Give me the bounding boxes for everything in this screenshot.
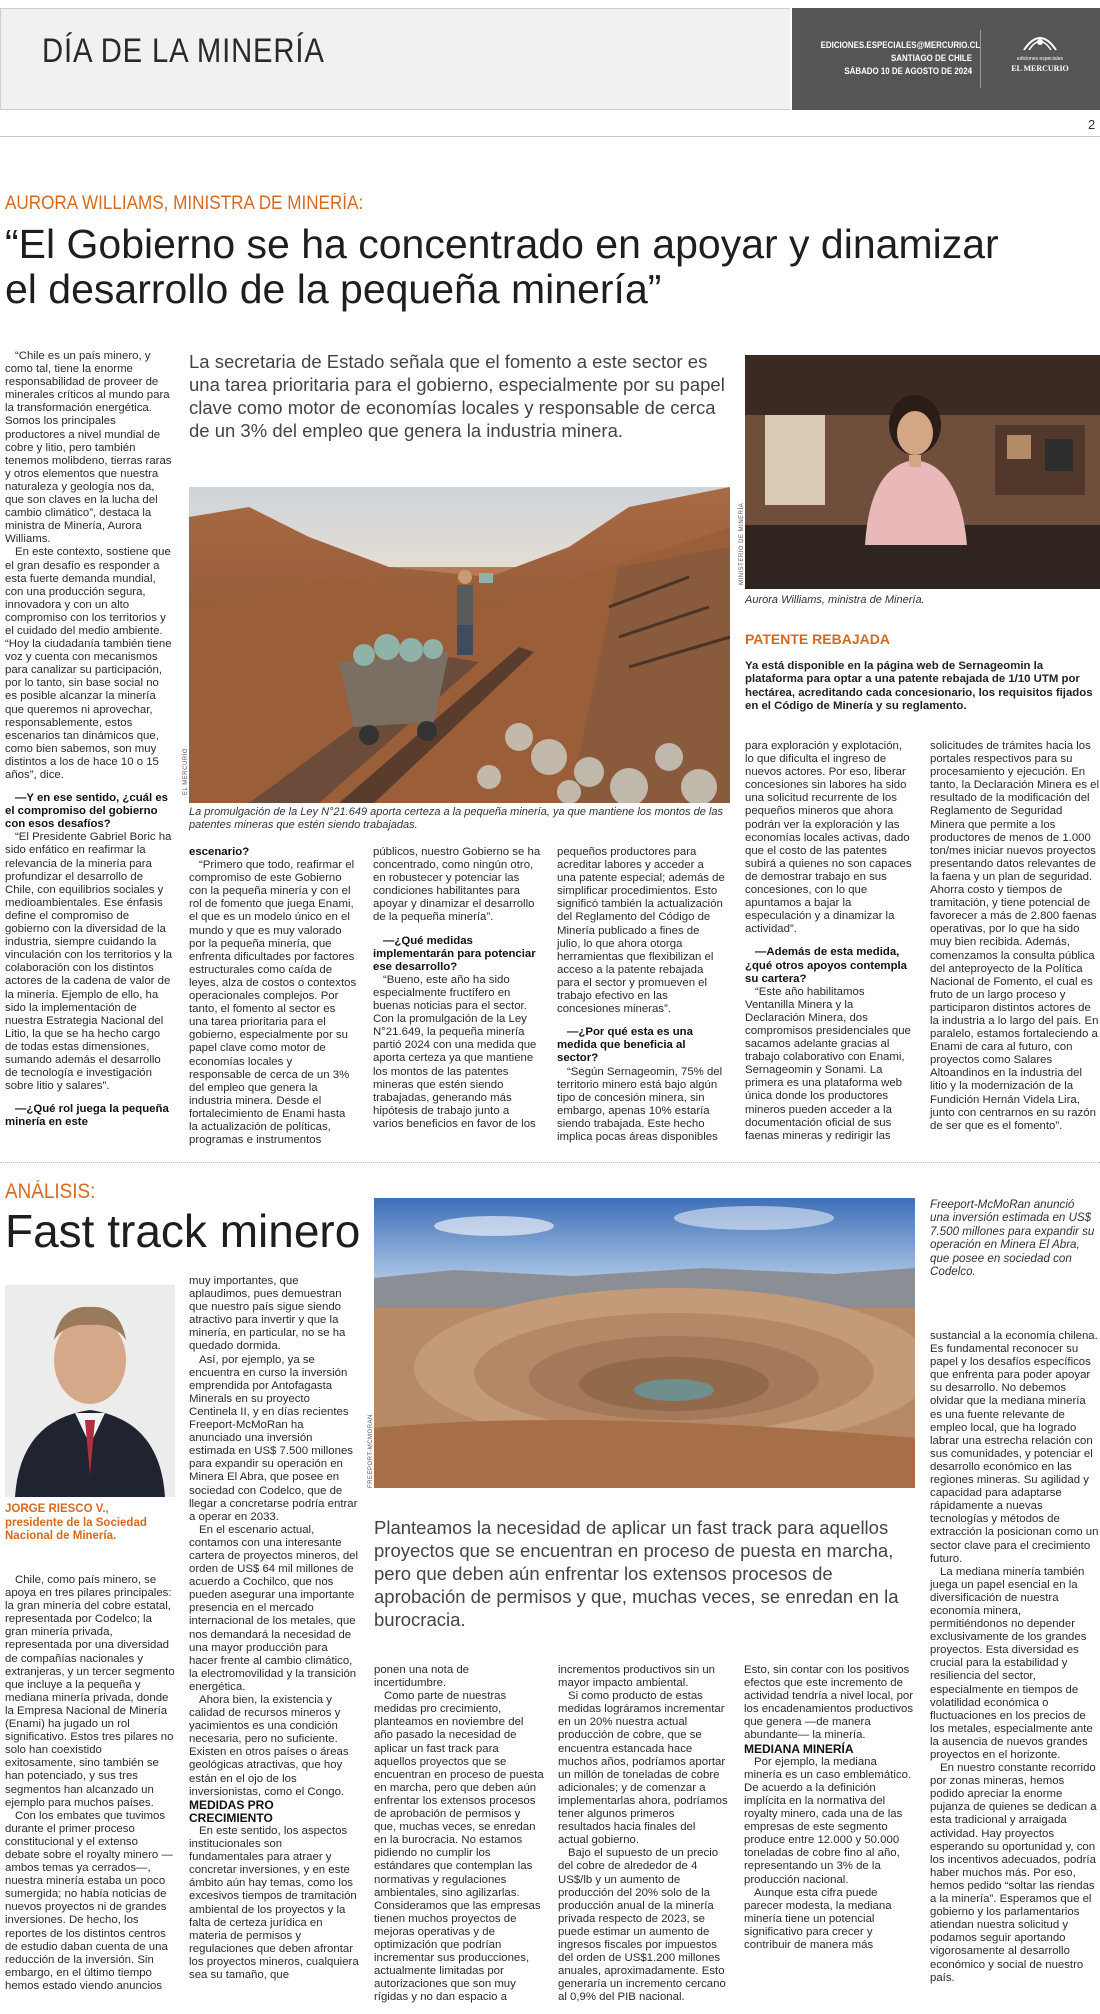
article2-headline: Fast track minero (5, 1205, 361, 1257)
article2-col6-p1: sustancial a la economía chilena. Es fundamental reconocer su papel y los desafíos específicos que enfrenta para poder apoyar su desarrollo. No debemos olvidar que la mediana minería es una fuente relevante de empleo local, que ha logrado labrar una estrecha relación con sus comunidades, y potenciar el desarrollo económico en las regiones mineras. Su agilidad y capacidad para adaptarse rápidamente a nuevas tecnologías y métodos de extracción la posicionan como un sector clave para el crecimiento futuro. (930, 1330, 1099, 1565)
article2-col4 (558, 1664, 728, 2004)
header-email[interactable]: EDICIONES.ESPECIALES@MERCURIO.CL (820, 40, 981, 50)
article2-col6 (930, 1330, 1100, 1985)
patente-rebajada-text: Ya está disponible en la página web de Sernageomin la plataforma para optar a una patente rebajada de 1/10 UTM por hectárea, acreditando cada concesionario, los requisitos fijados en el Código de Minería y su reglamento. (745, 660, 1093, 712)
author-photo-illustration (5, 1285, 175, 1497)
article2-col1-p1: Chile, como país minero, se apoya en tres pilares principales: la gran minería del cobre estatal, representada por Codelco; la gran minería privada, representada por una diversidad de compañías nacionales y extranjeras, y un tercer segmento que incluye a la pequeña y mediana minería privada, donde la Empresa Nacional de Minería (Enami) ha jugado un rol significativo. Estos tres pilares no solo han coexistido exitosamente, sino también se han potenciado, y sus tres segmentos han alcanzado un ejemplo para muchos países. (5, 1574, 175, 1809)
article1-col5 (745, 740, 913, 1143)
open-pit-photo-caption: Freeport-McMoRan anunció una inversión estimada en US$ 7.500 millones para expandir su operación en Minera El Abra, que posee en sociedad con Codelco. (930, 1198, 1095, 1279)
author-name: JORGE RIESCO V., (5, 1503, 109, 1515)
article1-col2-p1: “Primero que todo, reafirmar el compromiso de este Gobierno con la pequeña minería y con el rol de fomento que juega Enami, el que es un modelo único en el mundo y que es muy valorado por la pequeña minería, que enfrenta dificultades por factores estructurales como caída de leyes, alza de costos o contextos operacionales complejos. Por tanto, el fomento al sector es una tarea prioritaria para el gobierno, especialmente por su papel clave como motor de economías locales y responsable de cerca de un 3% del empleo que genera la industria minera. Desde el fortalecimiento de Enami hasta la actualización de políticas, programas e instrumentos (189, 859, 357, 1147)
article2-col6-p3: En nuestro constante recorrido por zonas mineras, hemos podido apreciar la enorme pujanza de quienes se dedican a esta tradicional y arraigada actividad. Hay proyectos esperando su oportunidad y, con los incentivos adecuados, podría haber muchos más. Por eso, hemos pedido “soltar las riendas a la minería”. Esperamos que el gobierno y los parlamentarios atiendan nuestra solicitud y podamos seguir aportando vigorosamente al desarrollo económico y social de nuestro país. (930, 1762, 1097, 1984)
article2-col5-p3: Aunque esta cifra puede parecer modesta, la mediana minería tiene un potencial significativo para crecer y contribuir de manera más (744, 1886, 892, 1951)
article1-col1-q1: —Y en ese sentido, ¿cuál es el compromiso del gobierno con esos desafíos? (5, 792, 168, 831)
article2-col4-p3: Bajo el supuesto de un precio del cobre de alrededor de 4 US$/lb y un aumento de producción del 20% solo de la producción anual de la minería privada respecto de 2023, se puede estimar un aumento de ingresos fiscales por impuestos del orden de US$1.200 millones anuales, aproximadamente. Esto generaría un incremento cercano al 0,9% del PIB nacional. (558, 1847, 726, 2004)
article2-col2 (189, 1275, 359, 1982)
mining-cart-photo (189, 487, 730, 803)
article2-col2-p5: En este sentido, los aspectos institucionales son fundamentales para atraer y concretar inversiones, y en este ámbito aún hay temas, como los excesivos tiempos de tramitación ambiental de los proyectos y la falta de certeza jurídica en materia de permisos y regulaciones que deben afrontar los proyectos mineros, cualquiera sea su tamaño, que (189, 1824, 359, 1981)
article1-col3-p1: públicos, nuestro Gobierno se ha concentrado, como ningún otro, en robustecer y potenciar las condiciones habilitantes para apoyar y dinamizar el desarrollo de la pequeña minería”. (373, 846, 541, 924)
article2-col2-p1: muy importantes, que aplaudimos, pues demuestran que nuestro país sigue siendo atractivo para invertir y que la minería, en particular, no se ha quedado dormida. (189, 1275, 346, 1353)
article1-col6-p1: solicitudes de trámites hacia los portales respectivos para su procesamiento y ejecución. En tanto, la Declaración Minera es el resultado de la modificación del Reglamento de Seguridad Minera que permite a los productores de menos de 1.000 ton/mes iniciar nuevos proyectos presentando datos relevantes de la faena y un plan de seguridad. Ahorra costo y tiempos de tramitación, y tiene potencial de favorecer a más de 2.800 faenas operativas, por lo que ha sido muy bien recibida. Además, comenzamos la consulta pública del anteproyecto de la Política Nacional de Fomento, el cual es fruto de un largo proceso y participaron distintos actores de la industria a lo largo del país. En paralelo, estamos fortaleciendo a Enami de cara al futuro, con proyectos como Salares Altoandinos en la industria del litio y la modernización de la Fundición Hernán Videla Lira, junto con centrarnos en su razón de ser que es el fomento”. (930, 740, 1100, 1132)
article2-col3-p1: ponen una nota de incertidumbre. (374, 1664, 470, 1690)
article1-col5-p2: “Este año habilitamos Ventanilla Minera y la Declaración Minera, dos compromisos presidenciales que sacamos adelante gracias al trabajo colaborativo con Enami, Sernageomin y Sonami. La primera es una plataforma web única donde los productores mineros pueden acceder a la documentación oficial de sus faenas mineras y redirigir las (745, 985, 911, 1142)
article1-col3-p2: “Bueno, este año ha sido especialmente fructífero en buenas noticias para el sector. Con la promulgación de la Ley N°21.649, la pequeña minería partió 2024 con una medida que aporta certeza ya que mantiene los montos de las patentes mineras que estén siendo trabajadas, generando más hipótesis de trabajo junto a varios beneficios en favor de los (373, 973, 537, 1130)
header-date: SÁBADO 10 DE AGOSTO DE 2024 (844, 66, 972, 76)
article2-col5-p2: Por ejemplo, la mediana minería es un caso emblemático. De acuerdo a la definición implícita en la normativa del royalty minero, cada una de las empresas de este segmento produce entre 12.000 y 50.000 toneladas de cobre fino al año, representando un 3% de la producción nacional. (744, 1755, 912, 1886)
article1-col4-p1: pequeños productores para acreditar labores y acceder a una patente especial; además de simplificar procedimientos. Esto significó también la actualización del Reglamento del Código de Minería publicado a fines de julio, lo que ahora otorga herramientas que flexibilizan el acceso a la patente rebajada para el sector y promueven el trabajo efectivo en las concesiones mineras”. (557, 846, 725, 1016)
article1-col1 (5, 350, 173, 1129)
section-title: DÍA DE LA MINERÍA (42, 32, 325, 70)
article1-col4 (557, 846, 725, 1144)
section-divider (0, 1162, 1100, 1163)
minister-portrait-credit: MINISTERIO DE MINERÍA (739, 502, 745, 585)
article1-col3-q: —¿Qué medidas implementarán para potenciar ese desarrollo? (373, 934, 536, 973)
article2-col2-p2: Así, por ejemplo, ya se encuentra en curso la inversión emprendida por Antofagasta Minerals en su proyecto Centinela II, y en días recientes Freeport-McMoRan ha anunciado una inversión estimada en US$ 7.500 millones para expandir su operación en Minera El Abra, que posee en sociedad con Codelco, que de llegar a concretarse podría entrar a operar en 2033. (189, 1353, 358, 1523)
article2-col2-p3: En el escenario actual, contamos con una interesante cartera de proyectos mineros, del orden de US$ 64 mil millones de acuerdo a Cochilco, que nos pueden asegurar una importante presencia en el mercado internacional de los metales, que nos demandará la necesidad de una mayor producción para hacer frente al cambio climático, la electromovilidad y la transición energética. (189, 1523, 359, 1693)
article2-col3-p2: Como parte de nuestras medidas pro crecimiento, planteamos en noviembre del año pasado la necesidad de aplicar un fast track para aquellos proyectos que se encuentran en proceso de puesta en marcha, pero que deben aún enfrentar los extensos procesos de aprobación de permisos y que, muchas veces, se enredan en la burocracia. No estamos pidiendo no cumplir los estándares que contemplan las normativas y regulaciones ambientales, sino agilizarlas. Consideramos que las empresas tienen muchos proyectos de mejoras operativas y de optimización que podrían incrementar sus producciones, actualmente limitadas por autorizaciones que son muy rígidas y no dan espacio a (374, 1690, 544, 2004)
article1-col1-p3: “El Presidente Gabriel Boric ha sido enfático en reafirmar la relevancia de la minería para profundizar el desarrollo de Chile, con equilibrios sociales y medioambientales. Ese énfasis define el compromiso de gobierno con la diversidad de la industria, siempre cuidando la vinculación con los territorios y la colaboración con los distintos actores de la cadena de valor de la minería. Ejemplo de ello, ha sido la implementación de nuestra Estrategia Nacional del Litio, la que se ha hecho cargo de todas estas dimensiones, sumando además el desarrollo de tecnología e investigación sobre litio y salares”. (5, 831, 173, 1093)
minister-portrait (745, 355, 1100, 589)
article2-col5-p1: Esto, sin contar con los positivos efectos que este incremento de actividad tendría a nivel local, por los encadenamientos productivos que genera —de manera abundante— la minería. (744, 1664, 914, 1742)
article2-col5 (744, 1664, 914, 1952)
open-pit-photo-credit: FREEPORT-MCMORAN (368, 1414, 374, 1488)
logo-small-text: ediciones especiales (1016, 56, 1064, 62)
minister-portrait-illustration (745, 355, 1100, 589)
article1-col1-p1: “Chile es un país minero, y como tal, tiene la enorme responsabilidad de proveer de minerales críticos al mundo para la transformación energética. Somos los principales productores a nivel mundial de cobre y litio, pero también tenemos molibdeno, tierras raras y otros elementos que nuestra naturaleza y geología nos da, que son claves en la lucha del cambio climático”, destaca la ministra de Minería, Aurora Williams. (5, 350, 172, 546)
article2-col4-p1: incrementos productivos sin un mayor impacto ambiental. (558, 1664, 716, 1690)
minister-portrait-caption: Aurora Williams, ministra de Minería. (745, 594, 925, 606)
mining-cart-illustration (189, 487, 730, 803)
article2-col2-subhead: MEDIDAS PRO CRECIMIENTO (189, 1797, 274, 1825)
article1-col1-q2: —¿Qué rol juega la pequeña minería en este (5, 1103, 169, 1129)
article1-col2-q: escenario? (189, 846, 250, 858)
article2-col5-subhead: MEDIANA MINERÍA (744, 1741, 854, 1756)
author-photo (5, 1285, 175, 1497)
page-number: 2 (1088, 117, 1096, 132)
mercurio-emblem-icon (1020, 30, 1060, 52)
open-pit-mine-photo (374, 1198, 915, 1488)
article2-col1-p2: Con los embates que tuvimos durante el primer proceso constitucional y el extenso debate sobre el royalty minero —ambos temas ya cerrados—, nuestra minería estaba un poco sumergida; no había noticias de nuevos proyectos ni de grandes inversiones. De hecho, los reportes de los distintos centros de estudio daban cuenta de una reducción de la inversión. Sin embargo, en el último tiempo hemos estado viendo anuncios (5, 1809, 173, 1992)
article1-lead: La secretaria de Estado señala que el fomento a este sector es una tarea prioritaria para el gobierno, especialmente por su papel clave como motor de economías locales y responsable de cerca de un 3% del empleo que genera la industria minera. (189, 351, 725, 441)
author-role: presidente de la Sociedad Nacional de Minería. (5, 1517, 147, 1542)
patente-rebajada-title: PATENTE REBAJADA (745, 631, 890, 647)
article2-kicker: ANÁLISIS: (5, 1180, 96, 1203)
article2-col3 (374, 1664, 544, 2004)
article1-col3 (373, 846, 541, 1131)
mining-cart-photo-caption: La promulgación de la Ley N°21.649 aporta certeza a la pequeña minería, ya que mantiene los montos de las patentes mineras que estén siendo trabajadas. (189, 806, 723, 831)
article1-col4-q: —¿Por qué esta es una medida que beneficia al sector? (557, 1026, 693, 1065)
article2-col1 (5, 1574, 175, 1993)
article2-pullquote: Planteamos la necesidad de aplicar un fast track para aquellos proyectos que se encuentran en proceso de puesta en marcha, pero que deben aún enfrentar los extensos procesos de aprobación de permisos y que, muchas veces, se enredan en la burocracia. (374, 1517, 899, 1630)
article1-kicker: AURORA WILLIAMS, MINISTRA DE MINERÍA: (5, 193, 364, 214)
article2-col6-p2: La mediana minería también juega un papel esencial en la diversificación de nuestra economía minera, permitiéndonos no depender exclusivamente de los grandes proyectos. Esta diversidad es crucial para la estabilidad y resiliencia del sector, especialmente en tiempos de volatilidad económica o fluctuaciones en los precios de los metales, especialmente ante la ausencia de nuevos grandes proyectos en el horizonte. (930, 1565, 1093, 1761)
header-city: SANTIAGO DE CHILE (891, 53, 972, 63)
open-pit-illustration (374, 1198, 915, 1488)
header-rule (0, 136, 1100, 137)
article1-col5-p1: para exploración y explotación, lo que dificulta el ingreso de nuevos actores. Por eso, liberar concesiones sin labores ha sido una solicitud recurrente de los pequeños mineros que ahora podrán ver la exploración y las economías locales activas, dado que el costo de las patentes subirá a quienes no son capaces de demostrar trabajo en sus concesiones, con lo que apuntamos a bajar la especulación y a dinamizar la actividad”. (745, 740, 912, 936)
article2-col4-p2: Si como producto de estas medidas lográramos incrementar en un 20% nuestra actual producción de cobre, que se encuentra estancada hace muchos años, podríamos aportar un millón de toneladas de cobre adicionales; y de comenzar a implementarlas ahora, podríamos tener algunos primeros resultados hacia finales del actual gobierno. (558, 1690, 728, 1847)
mining-cart-photo-credit: EL MERCURIO (183, 748, 189, 795)
article1-col1-p2: En este contexto, sostiene que el gran desafío es responder a esta fuerte demanda mundial, con una producción segura, innovadora y con un alto compromiso con los territorios y el cuidado del medio ambiente. “Hoy la ciudadanía también tiene voz y cuenta con mecanismos para canalizar su participación, por lo tanto, sin base social no es posible alcanzar la minería que queremos ni aprovechar, responsablemente, estos escenarios tan dinámicos que, como bien sabemos, son muy distintos a los de hace 10 o 15 años”, dice. (5, 546, 172, 781)
article1-col2 (189, 846, 357, 1147)
article1-col4-p2: “Según Sernageomin, 75% del territorio minero está bajo algún tipo de concesión minera, sin embargo, apenas 10% estaría siendo trabajada. Este hecho implica pocas áreas disponibles (557, 1065, 723, 1143)
logo-name: EL MERCURIO (1011, 64, 1069, 73)
article1-headline: “El Gobierno se ha concentrado en apoyar y dinamizar el desarrollo de la pequeña minería” (5, 221, 999, 312)
el-mercurio-logo (990, 30, 1090, 88)
article2-col2-p4: Ahora bien, la existencia y calidad de recursos mineros y yacimientos es una condición necesaria, pero no suficiente. Existen en otros países o áreas geológicas atractivas, que hoy están en el ojo de los inversionistas, como el Congo. (189, 1694, 349, 1798)
article1-col5-q: —Además de esta medida, ¿qué otros apoyos contempla su cartera? (745, 946, 908, 985)
article1-col6 (930, 740, 1100, 1133)
header-divider (980, 30, 981, 88)
